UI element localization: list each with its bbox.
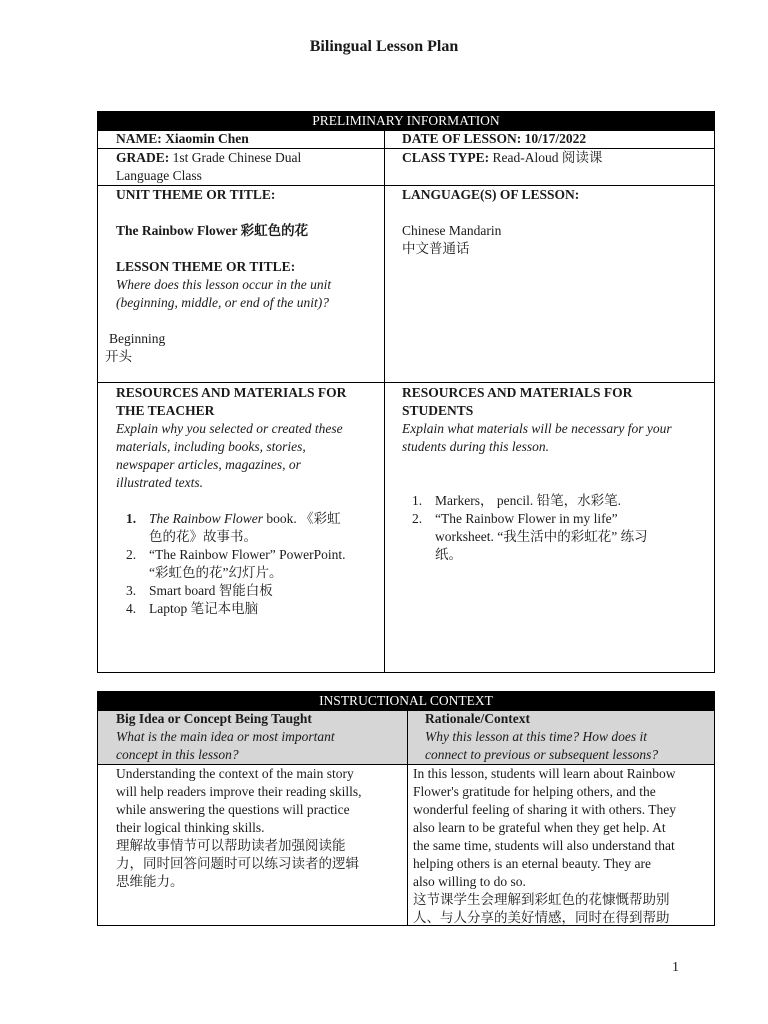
teacher-q-line2: materials, including books, stories, bbox=[116, 439, 306, 454]
name-field: NAME: Xiaomin Chen bbox=[116, 131, 249, 146]
student-resources-title bbox=[402, 384, 632, 420]
big-idea-line: 理解故事情节可以帮助读者加强阅读能 bbox=[116, 838, 346, 853]
teacher-resources-title-line2: THE TEACHER bbox=[116, 403, 215, 418]
grade-value-line2: Language Class bbox=[116, 168, 202, 183]
grade-value: 1st Grade Chinese Dual bbox=[169, 150, 302, 165]
lesson-answer-en: Beginning bbox=[109, 331, 166, 346]
list-item bbox=[116, 546, 378, 582]
list-number: 2. bbox=[126, 547, 137, 562]
page-number: 1 bbox=[672, 960, 679, 975]
class-type-value: Read-Aloud 阅读课 bbox=[489, 150, 603, 165]
class-type-label: CLASS TYPE: bbox=[402, 150, 490, 165]
teacher-resources-title bbox=[116, 384, 346, 420]
unit-theme-label: UNIT THEME OR TITLE: bbox=[116, 187, 276, 202]
big-idea-header bbox=[116, 710, 335, 764]
list-number: 1. bbox=[412, 493, 423, 508]
rationale-line: Flower's gratitude for helping others, and the bbox=[413, 784, 656, 799]
list-item bbox=[116, 600, 378, 618]
teacher-resources-title-line1: RESOURCES AND MATERIALS FOR bbox=[116, 385, 347, 400]
preliminary-header: PRELIMINARY INFORMATION bbox=[98, 112, 714, 130]
big-idea-line: while answering the questions will practice bbox=[116, 802, 350, 817]
list-item bbox=[116, 582, 378, 600]
rationale-header bbox=[425, 710, 658, 764]
class-type-field bbox=[402, 149, 602, 167]
teacher-q-line4: illustrated texts. bbox=[116, 475, 203, 490]
student-q-line2: students during this lesson. bbox=[402, 439, 550, 454]
student-resources-title-line1: RESOURCES AND MATERIALS FOR bbox=[402, 385, 633, 400]
preliminary-info-table bbox=[97, 111, 715, 673]
rationale-text bbox=[413, 765, 676, 927]
list-number: 1. bbox=[126, 511, 137, 526]
list-item-line1: Markers， pencil. 铅笔，水彩笔. bbox=[435, 493, 621, 508]
list-item-line3: 纸。 bbox=[435, 547, 462, 562]
student-resources-title-line2: STUDENTS bbox=[402, 403, 474, 418]
list-item-line1: “The Rainbow Flower” PowerPoint. bbox=[149, 547, 346, 562]
rationale-line: wonderful feeling of sharing it with others. They bbox=[413, 802, 676, 817]
list-item-line1: Laptop 笔记本电脑 bbox=[149, 601, 259, 616]
teacher-q-line1: Explain why you selected or created these bbox=[116, 421, 343, 436]
student-resources-list bbox=[402, 492, 708, 564]
list-item-line2: “彩虹色的花”幻灯片。 bbox=[149, 565, 283, 580]
list-number: 4. bbox=[126, 601, 137, 616]
big-idea-q-line1: What is the main idea or most important bbox=[116, 729, 335, 744]
rationale-line: 这节课学生会理解到彩虹色的花慷慨帮助别 bbox=[413, 892, 670, 907]
list-item-line2: worksheet. “我生活中的彩虹花” 练习 bbox=[435, 529, 648, 544]
list-number: 2. bbox=[412, 511, 423, 526]
language-value-zh: 中文普通话 bbox=[402, 241, 470, 256]
big-idea-q-line2: concept in this lesson? bbox=[116, 747, 239, 762]
grade-label: GRADE: bbox=[116, 150, 170, 165]
date-of-lesson: DATE OF LESSON: 10/17/2022 bbox=[402, 131, 587, 146]
list-number: 3. bbox=[126, 583, 137, 598]
language-label: LANGUAGE(S) OF LESSON: bbox=[402, 187, 580, 202]
teacher-resources-list bbox=[116, 510, 378, 618]
big-idea-line: Understanding the context of the main story bbox=[116, 766, 354, 781]
rationale-line: 人、与人分享的美好情感，同时在得到帮助 bbox=[413, 910, 670, 925]
lesson-theme-answer bbox=[105, 330, 166, 366]
language-value bbox=[402, 222, 501, 258]
list-item bbox=[402, 510, 708, 564]
rationale-q-line1: Why this lesson at this time? How does it bbox=[425, 729, 647, 744]
instructional-context-table bbox=[97, 691, 715, 926]
language-value-en: Chinese Mandarin bbox=[402, 223, 502, 238]
big-idea-title: Big Idea or Concept Being Taught bbox=[116, 711, 312, 726]
big-idea-line: will help readers improve their reading skills, bbox=[116, 784, 362, 799]
list-item-line1: Smart board 智能白板 bbox=[149, 583, 273, 598]
lesson-question-line1: Where does this lesson occur in the unit bbox=[116, 277, 332, 292]
rationale-line: the same time, students will also understand that bbox=[413, 838, 675, 853]
rationale-line: also learn to be grateful when they get help. At bbox=[413, 820, 666, 835]
lesson-question-line2: (beginning, middle, or end of the unit)? bbox=[116, 295, 329, 310]
big-idea-line: 力，同时回答问题时可以练习读者的逻辑 bbox=[116, 856, 359, 871]
list-item bbox=[402, 492, 708, 510]
lesson-answer-zh: 开头 bbox=[105, 349, 132, 364]
rationale-q-line2: connect to previous or subsequent lessons? bbox=[425, 747, 659, 762]
list-item-line1: “The Rainbow Flower in my life” bbox=[435, 511, 618, 526]
big-idea-text bbox=[116, 765, 362, 891]
lesson-theme-question bbox=[116, 276, 331, 312]
student-q-line1: Explain what materials will be necessary for your bbox=[402, 421, 672, 436]
grade-field bbox=[116, 149, 376, 185]
rationale-line: helping others is an eternal beauty. They are bbox=[413, 856, 652, 871]
big-idea-line: their logical thinking skills. bbox=[116, 820, 265, 835]
unit-theme-value: The Rainbow Flower 彩虹色的花 bbox=[116, 223, 309, 238]
list-item-line2: 色的花》故事书。 bbox=[149, 529, 257, 544]
rationale-line: In this lesson, students will learn about Rainbow bbox=[413, 766, 676, 781]
instructional-header: INSTRUCTIONAL CONTEXT bbox=[98, 692, 714, 710]
student-resources-question bbox=[402, 420, 672, 456]
big-idea-line: 思维能力。 bbox=[116, 874, 184, 889]
teacher-q-line3: newspaper articles, magazines, or bbox=[116, 457, 301, 472]
rationale-line: also willing to do so. bbox=[413, 874, 526, 889]
list-item: 1. The Rainbow Flower book. 《彩虹 色的花》故事书。 bbox=[126, 511, 341, 544]
lesson-theme-label: LESSON THEME OR TITLE: bbox=[116, 259, 296, 274]
teacher-resources-question bbox=[116, 420, 343, 492]
document-title: Bilingual Lesson Plan bbox=[309, 38, 459, 55]
rationale-title: Rationale/Context bbox=[425, 711, 530, 726]
